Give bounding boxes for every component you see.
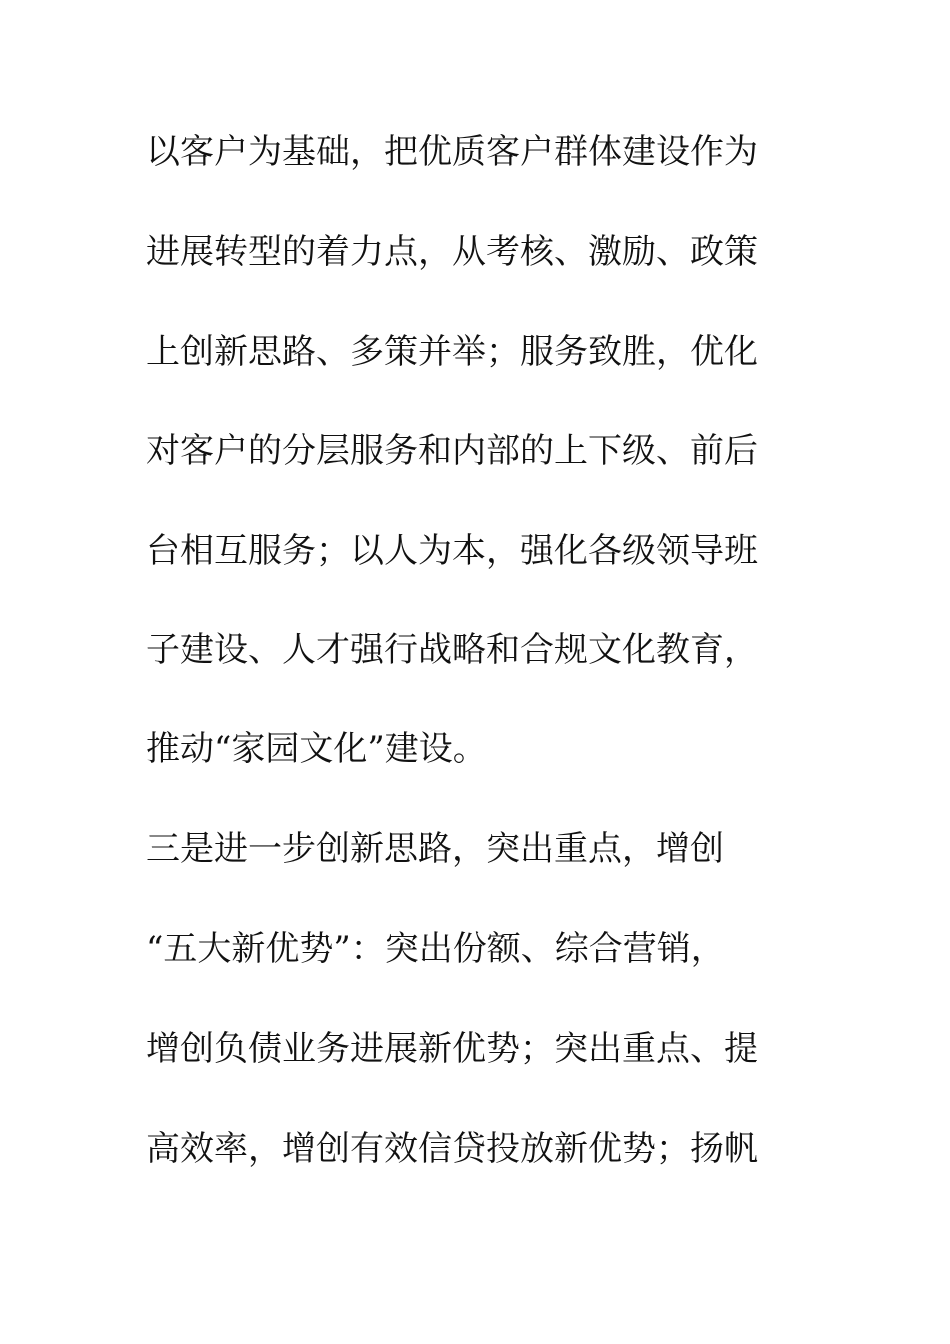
paragraph-line-11: 高效率，增创有效信贷投放新优势；扬帆 — [146, 1129, 758, 1169]
paragraph-line-6: 子建设、人才强行战略和合规文化教育， — [146, 630, 758, 670]
paragraph-line-2: 进展转型的着力点，从考核、激励、政策 — [146, 232, 758, 272]
paragraph-line-10: 增创负债业务进展新优势；突出重点、提 — [146, 1029, 758, 1069]
paragraph-line-8: 三是进一步创新思路，突出重点，增创 — [146, 829, 724, 869]
paragraph-line-5: 台相互服务；以人为本，强化各级领导班 — [146, 531, 758, 571]
paragraph-line-9: “五大新优势”：突出份额、综合营销， — [146, 929, 725, 969]
paragraph-line-3: 上创新思路、多策并举；服务致胜，优化 — [146, 332, 758, 372]
paragraph-line-7: 推动“家园文化”建设。 — [146, 729, 487, 769]
paragraph-line-4: 对客户的分层服务和内部的上下级、前后 — [146, 431, 758, 471]
paragraph-line-1: 以客户为基础，把优质客户群体建设作为 — [146, 132, 758, 172]
